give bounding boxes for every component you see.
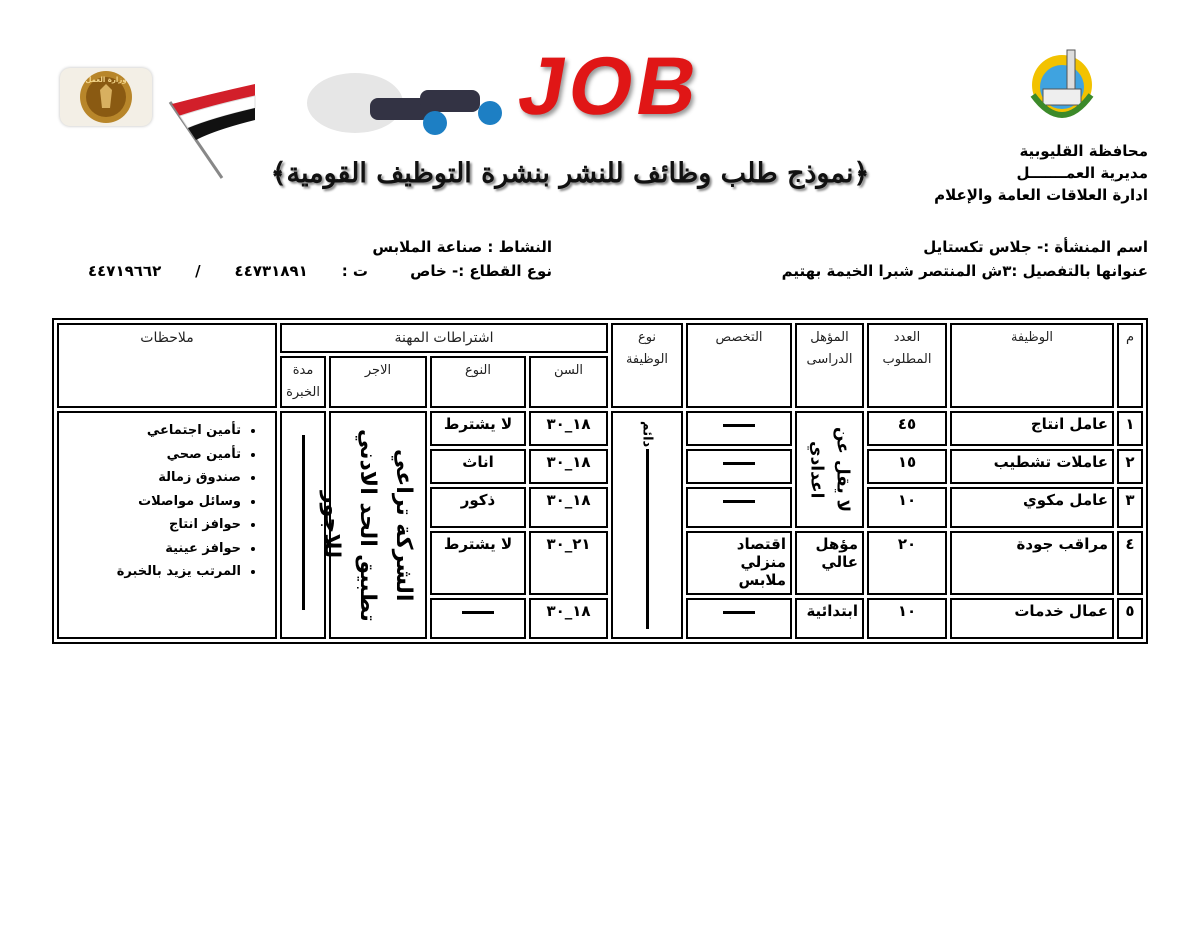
- row-age: ١٨_٣٠: [529, 598, 608, 639]
- row-num: ٤: [1117, 531, 1143, 595]
- table-row: [57, 411, 1143, 446]
- job-type-cell: [611, 411, 683, 639]
- note-item: • صندوق زمالة: [63, 466, 241, 490]
- governorate-logo: [1025, 45, 1100, 137]
- row-count: ٢٠: [867, 531, 947, 595]
- note-item: • تأمين صحي: [63, 443, 241, 467]
- phone-2: ٤٤٧١٩٦٦٢: [88, 262, 162, 280]
- merged-qualification: [795, 411, 864, 528]
- row-gender: [430, 598, 526, 639]
- empty-dash: [723, 424, 755, 427]
- header-qualification: المؤهل الدراسى: [795, 323, 864, 408]
- row-job: عمال خدمات: [950, 598, 1114, 639]
- header-gender: النوع: [430, 356, 526, 408]
- row-specialization: اقتصاد منزلي ملابس: [686, 531, 792, 595]
- row-count: ١٠: [867, 598, 947, 639]
- header-count: العدد المطلوب: [867, 323, 947, 408]
- header-requirements: اشتراطات المهنة: [280, 323, 608, 353]
- notes-list: [63, 419, 271, 584]
- vertical-line: [302, 435, 305, 610]
- empty-dash: [723, 500, 755, 503]
- row-job: عاملات تشطيب: [950, 449, 1114, 484]
- header-wage: الاجر: [329, 356, 427, 408]
- establishment-address: عنوانها بالتفصيل :٣ش المنتصر شبرا الخيمة بهتيم: [781, 262, 1148, 280]
- header-job-type: نوع الوظيفة: [611, 323, 683, 408]
- issuer-block: [934, 140, 1148, 206]
- department-name: ادارة العلاقات العامة والإعلام: [934, 186, 1148, 204]
- row-specialization: [686, 487, 792, 528]
- row-age: ١٨_٣٠: [529, 411, 608, 446]
- header-row: [57, 323, 1143, 353]
- governorate-name: محافظة القليوبية: [1019, 142, 1148, 160]
- merged-qualification-text: لا يقل عن اعدادي: [806, 426, 853, 513]
- header-notes: ملاحظات: [57, 323, 277, 408]
- header-experience: مدة الخبرة: [280, 356, 326, 408]
- row-job: مراقب جودة: [950, 531, 1114, 595]
- row-gender: ذكور: [430, 487, 526, 528]
- row-gender: اناث: [430, 449, 526, 484]
- phone-label: ت :: [341, 262, 368, 280]
- header-specialization: التخصص: [686, 323, 792, 408]
- row-specialization: [686, 598, 792, 639]
- empty-dash: [462, 611, 494, 614]
- row-count: ١٥: [867, 449, 947, 484]
- row-age: ١٨_٣٠: [529, 487, 608, 528]
- note-item: • المرتب يزيد بالخبرة: [63, 560, 241, 584]
- row-count: ٤٥: [867, 411, 947, 446]
- empty-dash: [723, 462, 755, 465]
- header-age: السن: [529, 356, 608, 408]
- ministry-logo-text: وزارة العمل: [85, 76, 127, 84]
- row-specialization: [686, 411, 792, 446]
- row-num: ١: [1117, 411, 1143, 446]
- note-item: • حوافز انتاج: [63, 513, 241, 537]
- phone-separator: /: [195, 262, 201, 280]
- row-qualification: ابتدائية: [795, 598, 864, 639]
- note-item: • حوافز عينية: [63, 537, 241, 561]
- activity: النشاط : صناعة الملابس: [372, 238, 552, 256]
- empty-dash: [723, 611, 755, 614]
- row-qualification: مؤهل عالي: [795, 531, 864, 595]
- row-num: ٢: [1117, 449, 1143, 484]
- form-title: ﴿نموذج طلب وظائف للنشر بنشرة التوظيف القومية﴾: [270, 158, 870, 189]
- directorate-name: مديرية العمـــــــل: [1016, 164, 1148, 182]
- sector: نوع القطاع :- خاص: [410, 262, 552, 280]
- note-item: • وسائل مواصلات: [63, 490, 241, 514]
- vertical-line: [646, 449, 649, 629]
- header-job: الوظيفة: [950, 323, 1114, 408]
- establishment-name: اسم المنشأة :- جلاس تكستايل: [923, 238, 1148, 256]
- row-gender: لا يشترط: [430, 411, 526, 446]
- row-specialization: [686, 449, 792, 484]
- wage-cell: [319, 411, 427, 639]
- wage-value: الشركة تراعي تطبيق الحد الادني للاجور: [319, 428, 416, 622]
- ministry-of-manpower-logo: [60, 68, 152, 126]
- job-banner-word: JOB: [512, 41, 709, 132]
- row-age: ١٨_٣٠: [529, 449, 608, 484]
- phone-1: ٤٤٧٣١٨٩١: [234, 262, 308, 280]
- row-num: ٣: [1117, 487, 1143, 528]
- row-job: عامل مكوي: [950, 487, 1114, 528]
- jobs-table: [52, 318, 1148, 644]
- job-type-value: دائم: [639, 420, 655, 448]
- row-gender: لا يشترط: [430, 531, 526, 595]
- phones: [88, 262, 368, 280]
- row-count: ١٠: [867, 487, 947, 528]
- header-num: م: [1117, 323, 1143, 408]
- row-age: ٢١_٣٠: [529, 531, 608, 595]
- row-num: ٥: [1117, 598, 1143, 639]
- row-job: عامل انتاج: [950, 411, 1114, 446]
- note-item: • تأمين اجتماعي: [63, 419, 241, 443]
- notes-cell: [57, 411, 277, 639]
- binoculars-figure-icon: [300, 68, 530, 152]
